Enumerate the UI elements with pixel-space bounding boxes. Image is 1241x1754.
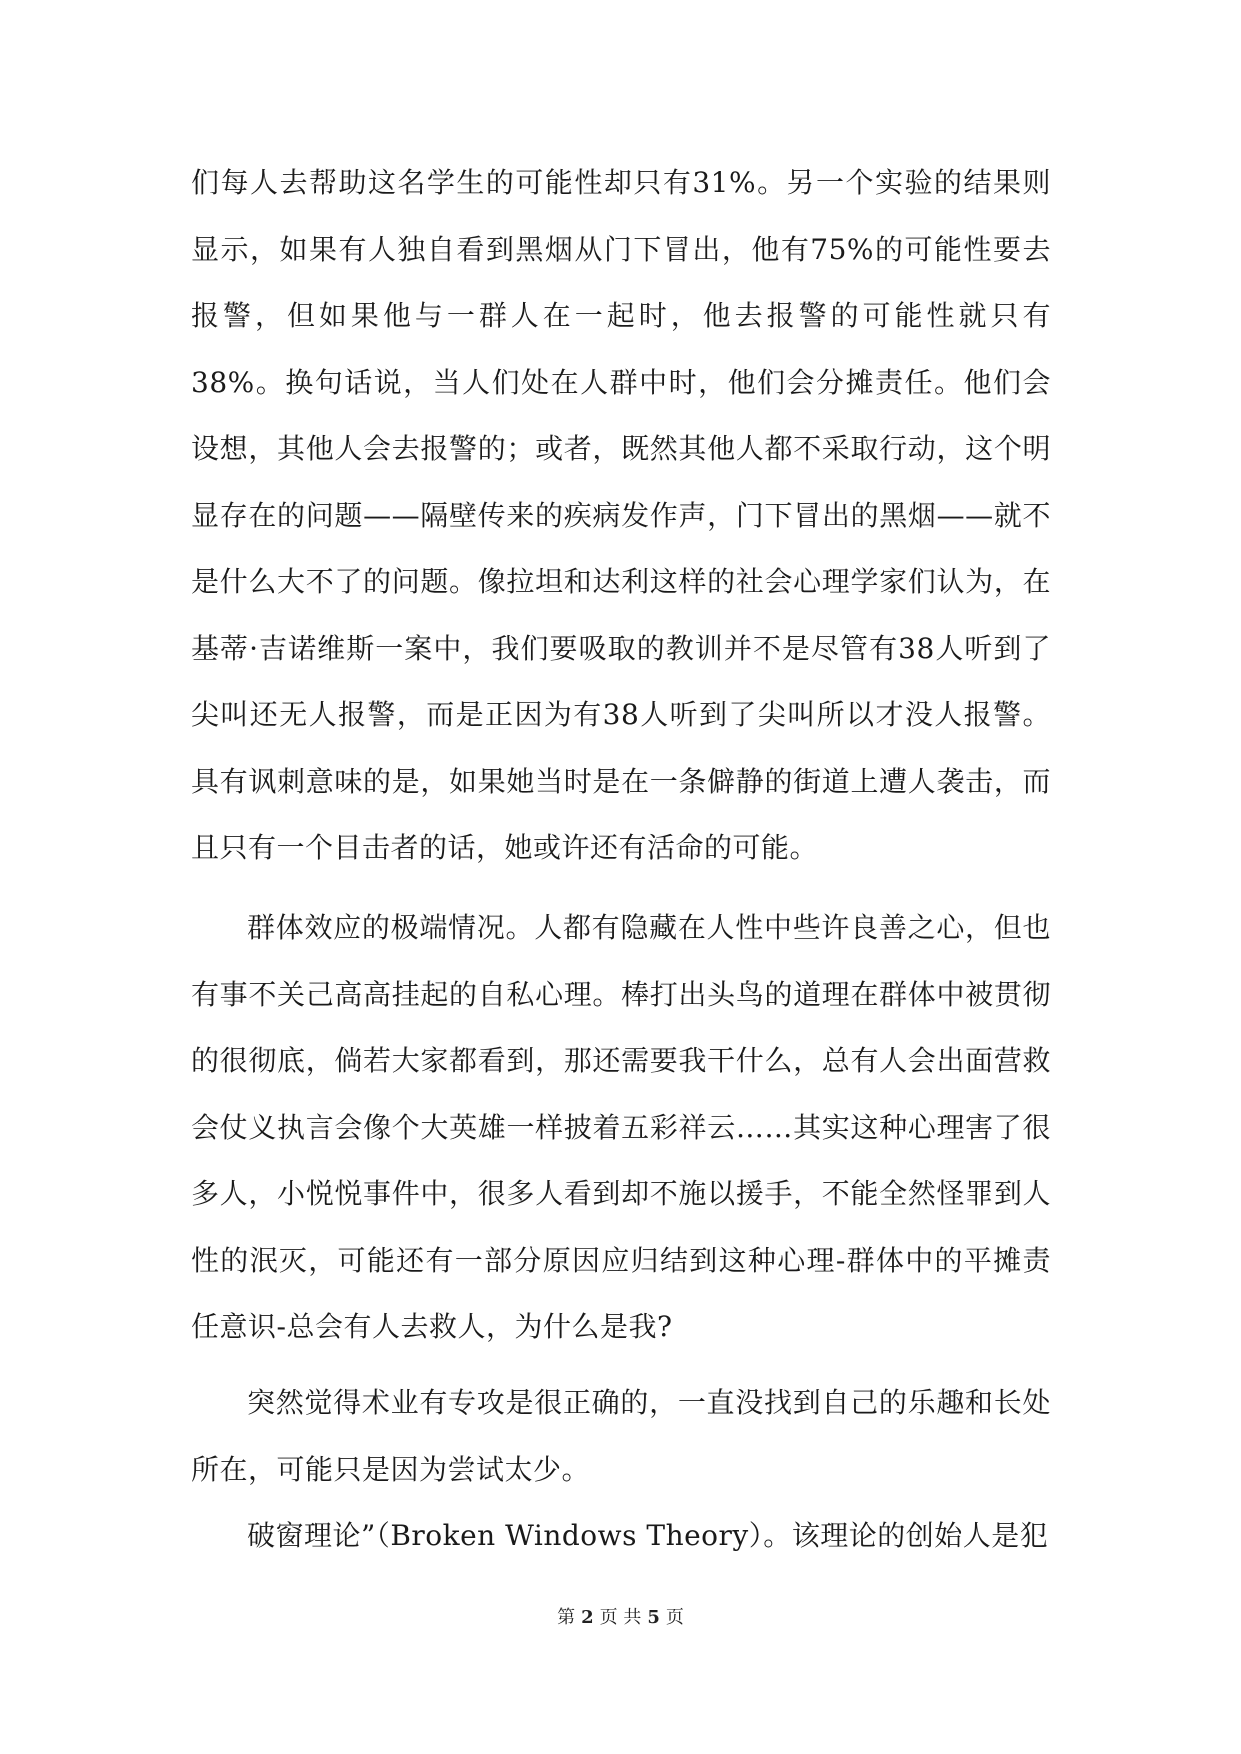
footer-suffix: 页 [665, 1607, 684, 1628]
current-page-number: 2 [581, 1607, 594, 1628]
footer-middle: 页 共 [599, 1607, 642, 1628]
paragraph-3 [191, 1370, 1051, 1503]
page-footer [0, 1603, 1241, 1629]
footer-prefix: 第 [557, 1607, 576, 1628]
paragraph-text: 突然觉得术业有专攻是很正确的，一直没找到自己的乐趣和长处所在，可能只是因为尝试太少。 [191, 1386, 1051, 1486]
paragraph-1 [191, 150, 1051, 882]
paragraph-2 [191, 895, 1051, 1361]
paragraph-text: 们每人去帮助这名学生的可能性却只有31%。另一个实验的结果则显示，如果有人独自看到黑烟从门下冒出，他有75%的可能性要去报警，但如果他与一群人在一起时，他去报警的可能性就只有38%。换句话说，当人们处在人群中时，他们会分摊责任。他们会设想，其他人会去报警的；或者，既然其他人都不采取行动，这个明显存在的问题——隔壁传来的疾病发作声，门下冒出的黑烟——就不是什么大不了的问题。像拉坦和达利这样的社会心理学家们认为，在基蒂·吉诺维斯一案中，我们要吸取的教训并不是尽管有38人听到了尖叫还无人报警，而是正因为有38人听到了尖叫所以才没人报警。具有讽刺意味的是，如果她当时是在一条僻静的街道上遭人袭击，而且只有一个目击者的话，她或许还有活命的可能。 [191, 166, 1051, 864]
paragraph-text: 破窗理论”（Broken Windows Theory）。该理论的创始人是犯 [247, 1519, 1049, 1552]
paragraph-text: 群体效应的极端情况。人都有隐藏在人性中些许良善之心，但也有事不关己高高挂起的自私心理。棒打出头鸟的道理在群体中被贯彻的很彻底，倘若大家都看到，那还需要我干什么，总有人会出面营救会仗义执言会像个大英雄一样披着五彩祥云……其实这种心理害了很多人，小悦悦事件中，很多人看到却不施以援手，不能全然怪罪到人性的泯灭，可能还有一部分原因应归结到这种心理-群体中的平摊责任意识-总会有人去救人，为什么是我? [191, 911, 1051, 1343]
paragraph-4 [191, 1503, 1051, 1570]
total-page-number: 5 [647, 1607, 660, 1628]
